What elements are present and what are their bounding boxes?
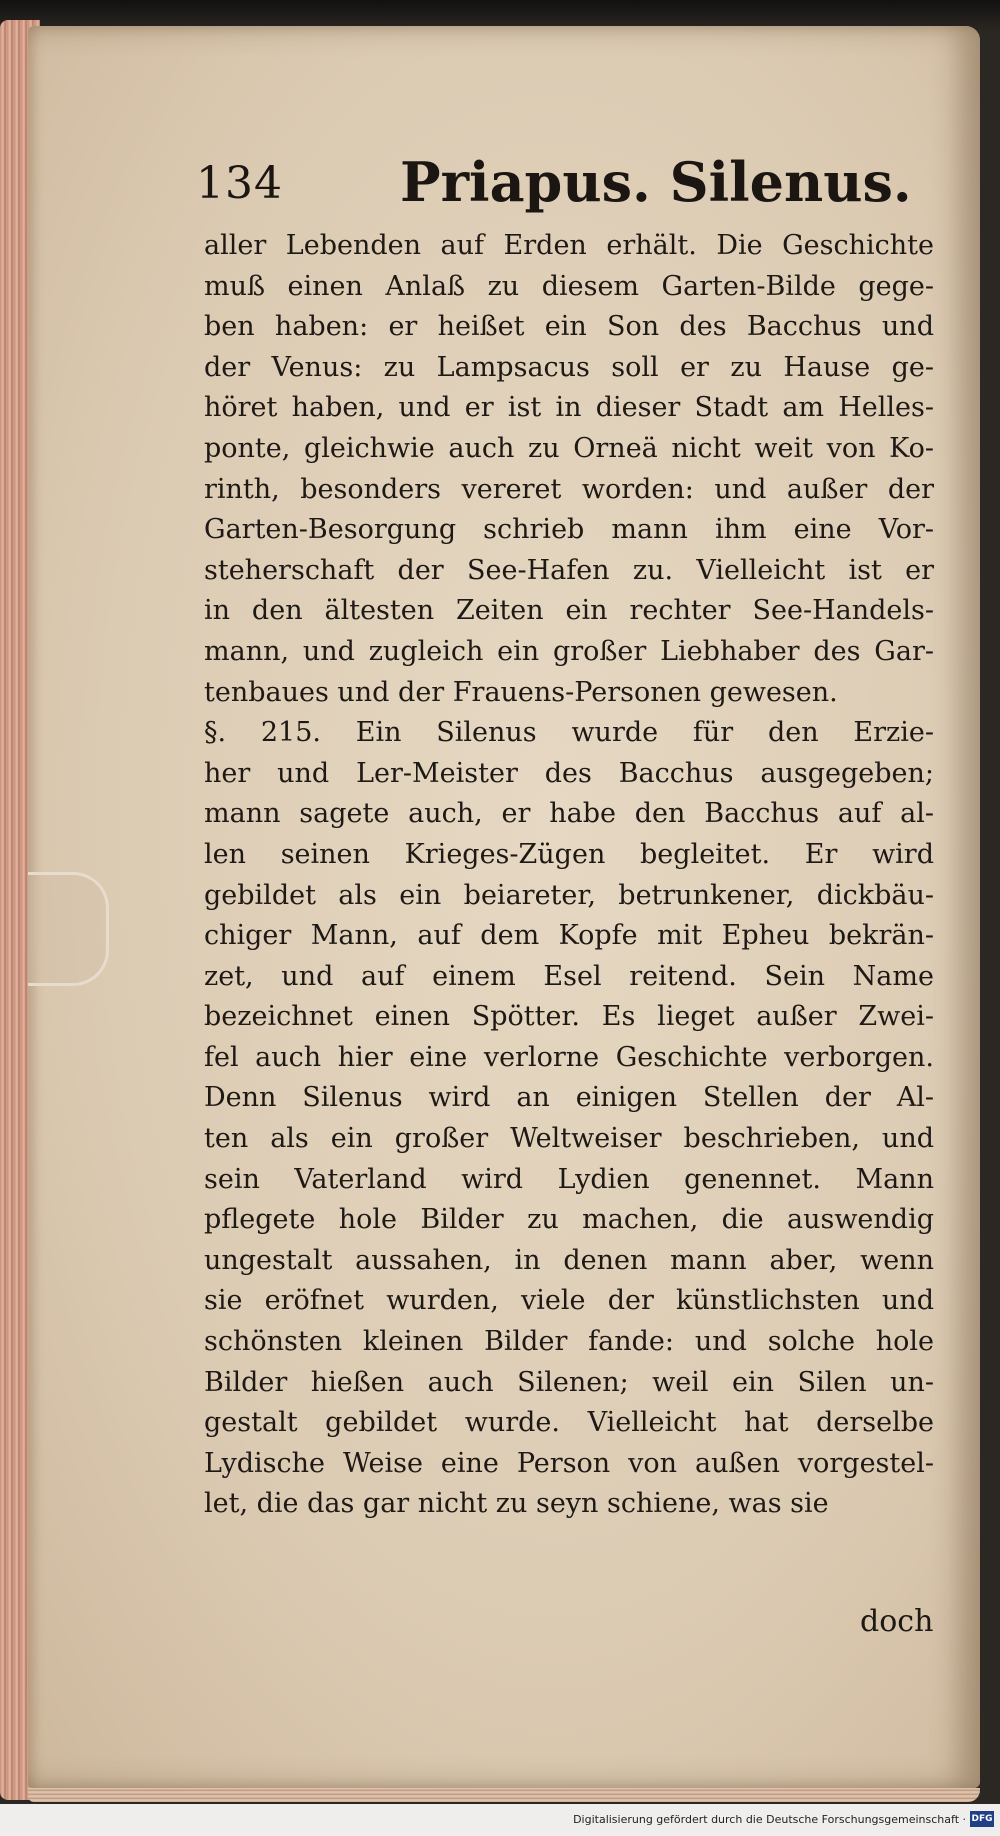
footer-bar: [0, 1804, 1000, 1836]
text-line: aller Lebenden auf Erden erhält. Die Geschichte: [204, 230, 934, 261]
text-line: len seinen Krieges-Zügen begleitet. Er wird: [204, 838, 934, 870]
page-header: [196, 150, 916, 220]
text-line: in den ältesten Zeiten ein rechter See-Handels-: [204, 595, 934, 627]
text-line: bezeichnet einen Spötter. Es lieget außer Zwei-: [204, 1001, 934, 1033]
page-number: 134: [196, 158, 283, 209]
text-line: tenbaues und der Frauens-Personen gewesen.: [204, 676, 838, 708]
text-line: gebildet als ein beiareter, betrunkener, dickbäu-: [204, 879, 934, 911]
bookmark-tab: [28, 872, 109, 986]
text-line: Lydische Weise eine Person von außen vorgestel-: [204, 1447, 934, 1479]
text-line: Garten-Besorgung schrieb mann ihm eine Vor-: [204, 514, 934, 546]
text-line: der Venus: zu Lampsacus soll er zu Hause ge-: [204, 351, 934, 383]
text-line: chiger Mann, auf dem Kopfe mit Epheu bekrän-: [204, 920, 934, 952]
text-line: steherschaft der See-Hafen zu. Vielleicht ist er: [204, 554, 934, 586]
text-line: rinth, besonders vereret worden: und außer der: [204, 473, 934, 505]
text-line: schönsten kleinen Bilder fande: und solche hole: [204, 1326, 934, 1358]
body-text: [204, 226, 934, 1525]
text-line: pflegete hole Bilder zu machen, die auswendig: [204, 1204, 934, 1236]
text-line: §. 215. Ein Silenus wurde für den Erzie-: [204, 717, 934, 749]
catchword: doch: [860, 1604, 934, 1639]
text-line: ten als ein großer Weltweiser beschrieben, und: [204, 1123, 934, 1155]
text-line: gestalt gebildet wurde. Vielleicht hat derselbe: [204, 1407, 934, 1439]
text-line: let, die das gar nicht zu seyn schiene, was sie: [204, 1488, 829, 1520]
text-line: mann, und zugleich ein großer Liebhaber des Gar-: [204, 635, 934, 667]
text-line: sein Vaterland wird Lydien genennet. Mann: [204, 1163, 934, 1195]
text-line: ponte, gleichwie auch zu Orneä nicht weit von Ko-: [204, 432, 934, 464]
text-line: ungestalt aussahen, in denen mann aber, wenn: [204, 1244, 934, 1276]
page-bottom-edge: [28, 1788, 980, 1802]
text-line: sie eröfnet wurden, viele der künstlichsten und: [204, 1285, 934, 1317]
text-line: zet, und auf einem Esel reitend. Sein Name: [204, 960, 934, 992]
text-line: muß einen Anlaß zu diesem Garten-Bilde gege-: [204, 270, 934, 302]
text-line: fel auch hier eine verlorne Geschichte verborgen.: [204, 1041, 934, 1073]
text-line: Bilder hießen auch Silenen; weil ein Silen un-: [204, 1366, 934, 1398]
running-head: Priapus. Silenus.: [400, 150, 912, 214]
text-line: her und Ler-Meister des Bacchus ausgegeben;: [204, 757, 934, 789]
text-line: ben haben: er heißet ein Son des Bacchus und: [204, 311, 934, 343]
text-line: Denn Silenus wird an einigen Stellen der Al-: [204, 1082, 934, 1114]
funding-credit: Digitalisierung gefördert durch die Deutsche Forschungsgemeinschaft ·: [573, 1813, 966, 1826]
text-line: höret haben, und er ist in dieser Stadt am Helles-: [204, 392, 934, 424]
text-line: mann sagete auch, er habe den Bacchus auf al-: [204, 798, 934, 830]
dfg-logo: DFG: [970, 1811, 994, 1827]
